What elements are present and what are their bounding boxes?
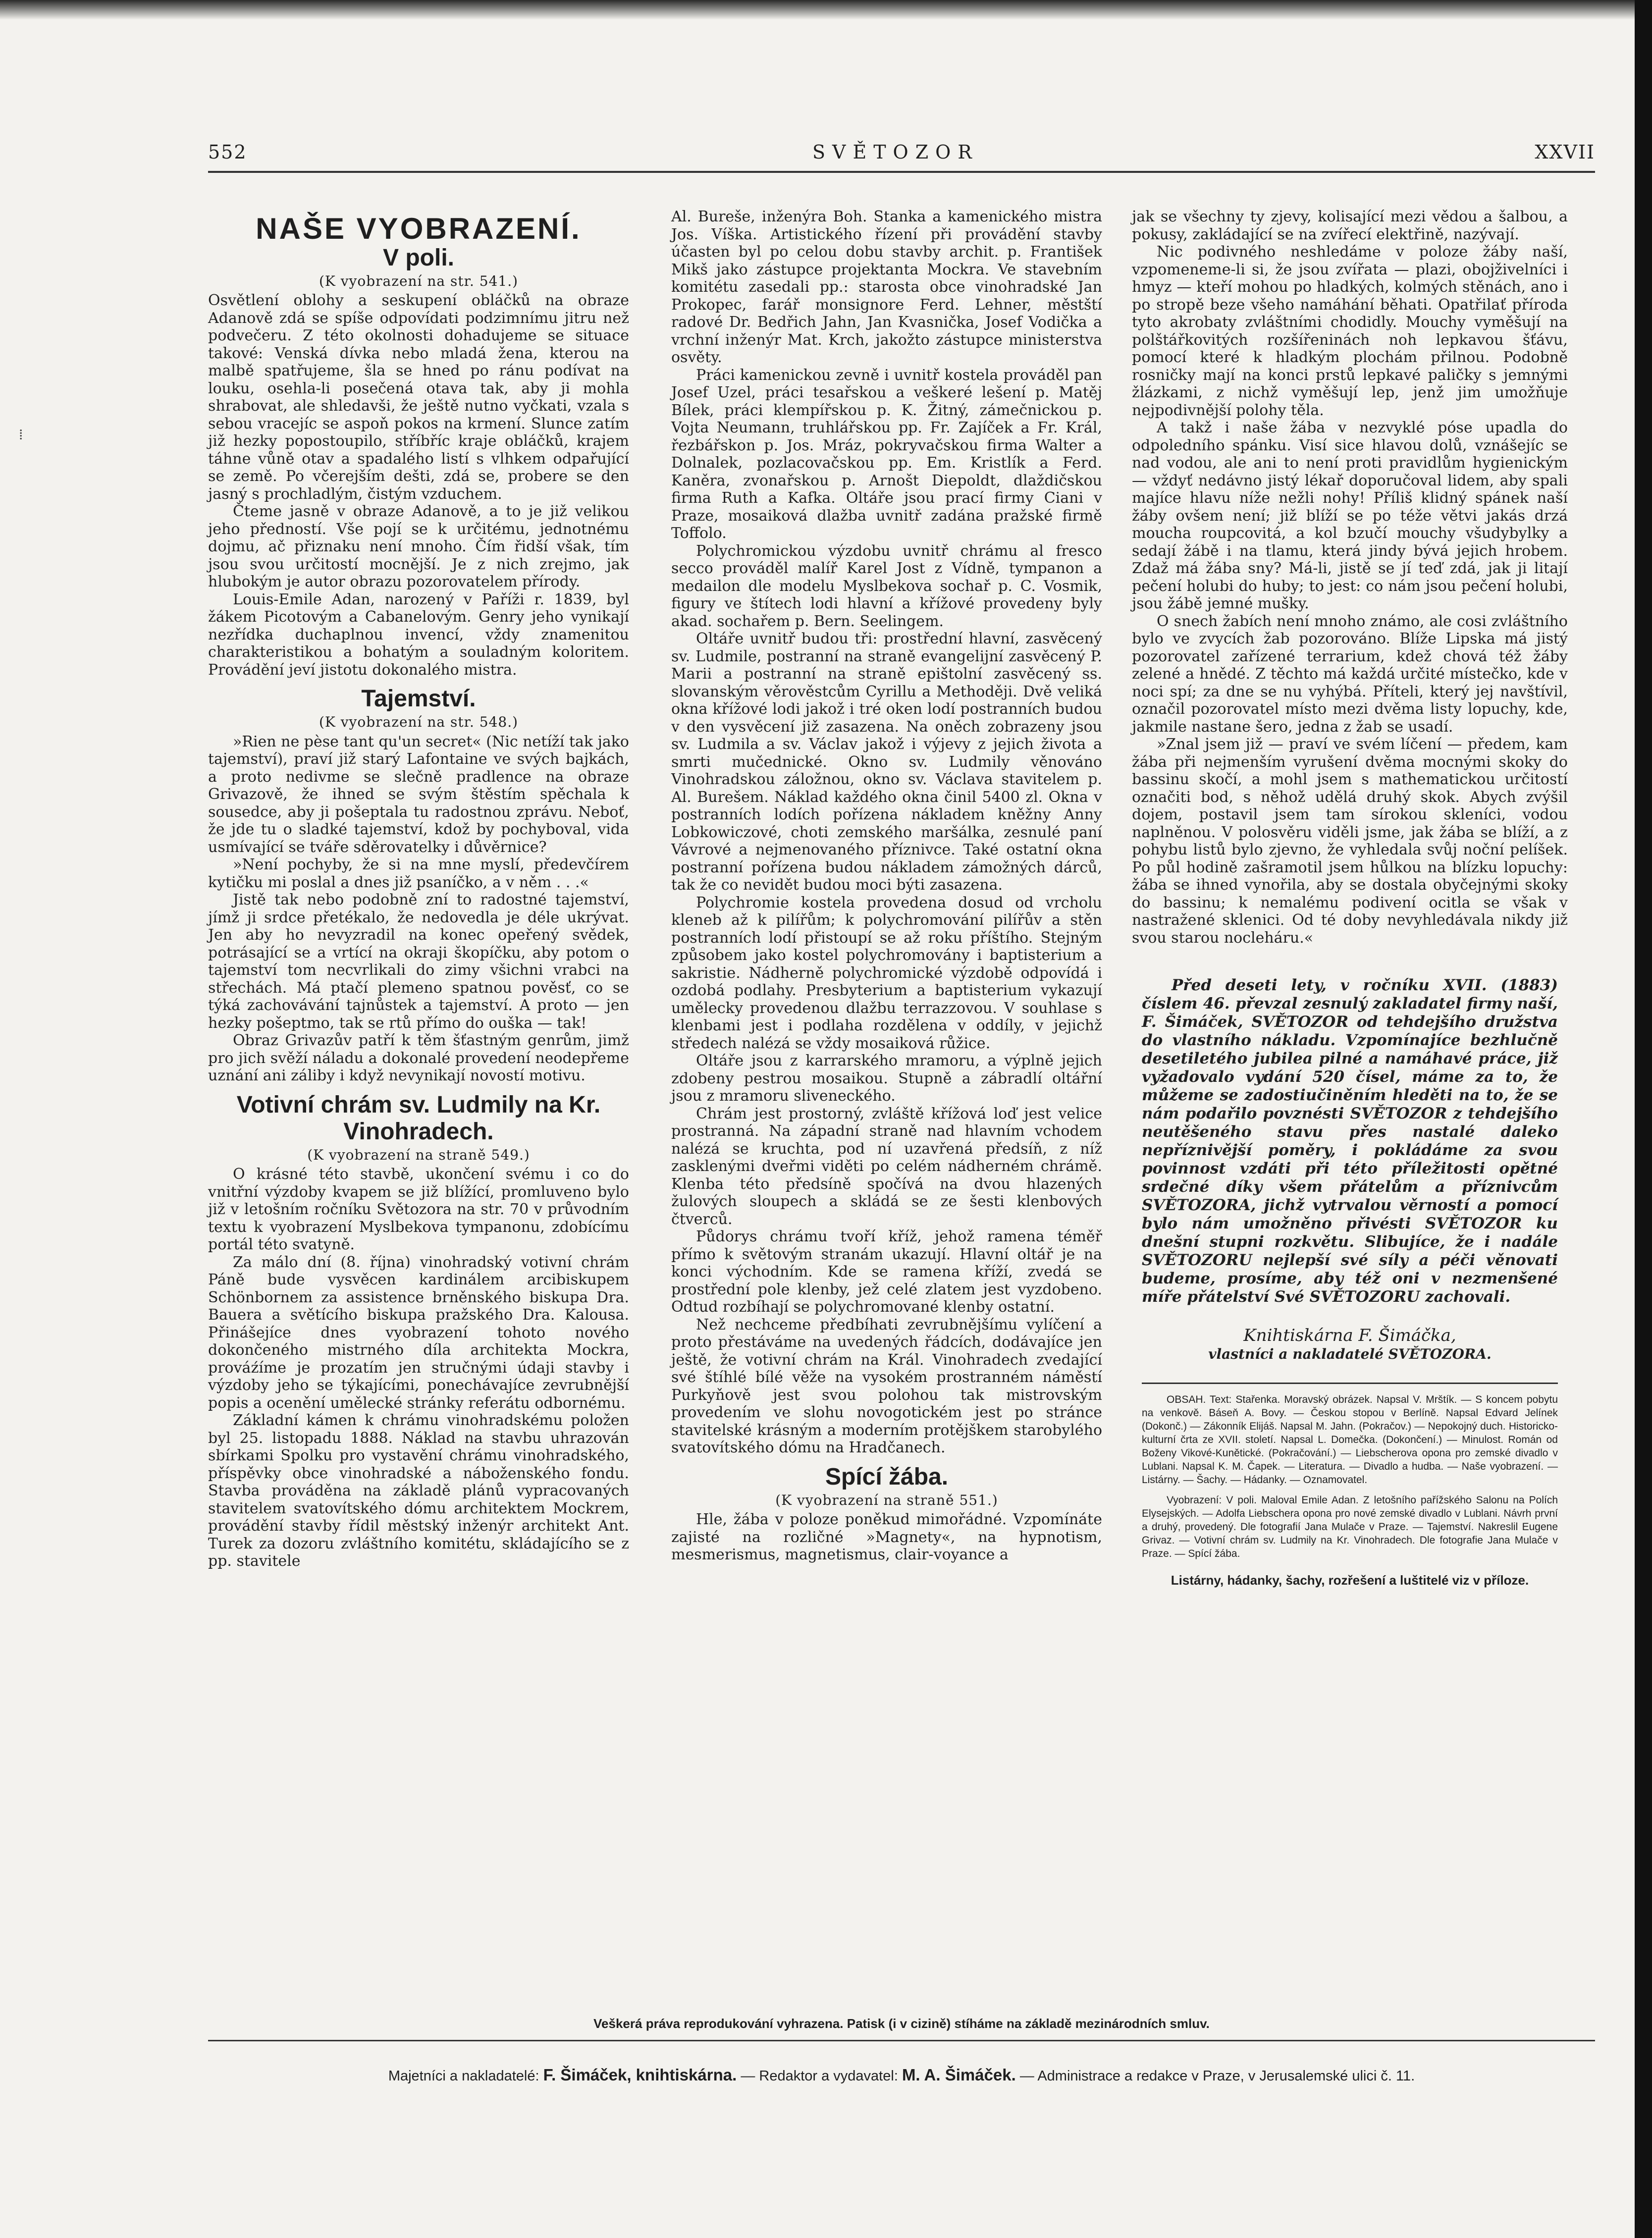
- paragraph: Chrám jest prostorný, zvláště křížová loď jest velice prostranná. Na západní straně nad hlavním vchodem nalézá se kruchta, pod ní uzavřená předsíň, z níž zasklenými dveřmi viděti po celém nádherném chrámě. Klenba této předsíně spočívá na dvou hlazených žulových sloupech a skládá se ze šesti klenbových čtverců.: [671, 1105, 1102, 1228]
- article-ref: (K vyobrazení na straně 551.): [775, 1492, 998, 1508]
- owner-name: F. Šimáček, knihtiskárna.: [543, 2066, 737, 2084]
- paragraph: »Není pochyby, že si na mne myslí, předevčírem kytičku mi poslal a dnes již psaníčko, a v něm . . .«: [208, 856, 629, 891]
- paragraph: Základní kámen k chrámu vinohradskému položen byl 25. listopadu 1888. Náklad na stavbu uhrazován sbírkami Spolku pro vystavění chrámu vinohradského, příspěvky obce vinohradské a náboženského fondu. Stavba prováděna na základě plánů vypracovaných stavitelem svatovítského dómu architektem Mockrem, provádění stavby řídil městský inženýr architekt Ant. Turek za dozoru zvláštního komitétu, skládajícího se z pp. stavitele: [208, 1412, 629, 1570]
- page-footer: [208, 2066, 1595, 2084]
- column-1: [208, 208, 629, 1570]
- publisher-signature-line2: vlastníci a nakladatelé SVĚTOZORA.: [1208, 1346, 1492, 1362]
- paragraph: Obraz Grivazův patří k těm šťastným genrům, jimž pro jich svěží náladu a dokonalé provedení neodepřeme uznání ani záliby i když nevynikají novostí motivu.: [208, 1032, 629, 1084]
- contents-rule: [1142, 1383, 1558, 1384]
- paragraph: Nic podivného neshledáme v poloze žáby naší, vzpomeneme-li si, že jsou zvířata — plazi, obojživelníci i hmyz — kteří mohou po hladkých, kolmých stěnách, ano i po stropě beze všeho namáhání běhati. Opatřilať příroda tyto akrobaty zvláštními chodidly. Mouchy vyměšují na polštářkovitých rozšířeninách noh lepkavou šťávu, pomocí které k hladkým plochám přilnou. Podobně rosničky mají na konci prstů lepkavé paličky s jemnými žlázkami, z nichž vyměšují lep, jenž jim umožňuje nejpodivnější polohy těla.: [1132, 243, 1568, 419]
- section-main-title: NAŠE VYOBRAZENÍ.: [256, 212, 582, 245]
- paragraph: jak se všechny ty zjevy, kolisající mezi vědou a šalbou, a pokusy, zakládající se na zvířecí elektřině, nazývají.: [1132, 208, 1568, 243]
- paragraph: Jistě tak nebo podobně zní to radostné tajemství, jímž ji srdce přetékalo, že nedovedla je déle ukrývat. Jen aby ho nevyzradil na konec opeřený svědek, potrásající se a vrtící na okraji škopíčku, aby potom o tajemství tom necvrlikali do zimy všichni vrabci na střechách. Má ptačí plemeno spatnou pověsť, co se týká zachovávání tajnůstek a tajemství. A proto — jen hezky pošeptmo, tak se rtů přímo do ouška — tak!: [208, 891, 629, 1032]
- contents-images: Vyobrazení: V poli. Maloval Emile Adan. Z letošního pařížského Salonu na Polích Elysejských. — Adolfa Liebschera opona pro nové zemské divadlo v Lublani. Návrh první a druhý, provedený. Dle fotografií Jana Mulače v Praze. — Tajemství. Nakreslil Eugene Grivaz. — Votivní chrám sv. Ludmily na Kr. Vinohradech. Dle fotografie Jana Mulače v Praze. — Spící žába.: [1142, 1494, 1558, 1559]
- paragraph: »Rien ne pèse tant qu'un secret« (Nic netíží tak jako tajemství), praví již starý Lafontaine ve svých bajkách, a proto nedivme se slečně pradlence na obraze Grivazově, že ihned se svým štěstím spěchala k sousedce, aby ji pošeptala tu radostnou zprávu. Neboť, že jde tu o sladké tajemství, kdož by pochyboval, vida usmívající se tváře sděrovatelky i důvěrnice?: [208, 733, 629, 856]
- editor-name: M. A. Šimáček.: [902, 2066, 1016, 2084]
- scan-edge: [1635, 0, 1652, 2238]
- paragraph: Louis-Emile Adan, narozený v Paříži r. 1839, byl žákem Picotovým a Cabanelovým. Genry jeho vynikají nezřídka duchaplnou invencí, vždy znamenitou charakteristikou a bohatým a souladným koloritem. Provádění jeví jistotu dokonalého mistra.: [208, 590, 629, 679]
- running-title: SVĚTOZOR: [812, 141, 979, 163]
- paragraph: Oltáře jsou z karrarského mramoru, a výplně jejich zdobeny pestrou mosaikou. Stupně a zábradlí oltářní jsou z mramoru sliveneckého.: [671, 1052, 1102, 1105]
- paragraph: »Znal jsem již — praví ve svém líčení — předem, kam žába při nejmenším vyrušení dvěma mocnými skoky do bassinu skočí, a mohl jsem s mathematickou určitostí označiti bod, s něhož udělá druhý skok. Abych zvýšil dojem, postavil jsem tam sírokou skleníci, vodou naplněnou. V polosvěru viděli jsme, jak žába se blíží, a z pohybu listů bylo zjevno, že vyhledala svůj noční pelíšek. Po půl hodině zašramotil jsem hůlkou na blízku lopuchy: žába se ihned vynořila, aby se dostala obyčejnými skoky do bassinu; k nemalému podivení ocitla se však v nastražené sklenici. Od té doby nevyhledávala nikdy již svou starou nocleháru.«: [1132, 736, 1568, 947]
- admin-address: — Administrace a redakce v Praze, v Jerusalemské ulici č. 11.: [1019, 2068, 1415, 2084]
- volume-number: XXVII: [1535, 141, 1595, 163]
- rights-notice: Veškerá práva reprodukování vyhrazena. Patisk (i v cizině) stíháme na základě mezinárodních smluv.: [593, 2016, 1210, 2031]
- article-ref: (K vyobrazení na str. 541.): [319, 272, 519, 289]
- paragraph: O krásné této stavbě, ukončení svému i co do vnitřní výzdoby kvapem se již blížící, promluveno bylo již v letošním ročníku Světozora na str. 70 v průvodním textu k vyobrazení Myslbekova tympanonu, zdobícímu portál této svatyně.: [208, 1166, 629, 1253]
- paragraph: Práci kamenickou zevně i uvnitř kostela prováděl pan Josef Uzel, práci tesařskou a veškeré lešení p. Matěj Bílek, práci klempířskou p. K. Žitný, zámečnickou p. Vojta Neumann, truhlářskou pp. Fr. Zajíček a Fr. Král, řezbářskon p. Jos. Mráz, pokryvačskou firma Walter a Dolnalek, pozlacovačskou pp. Em. Kristlík a Ferd. Kaněra, zvonařskou p. Arnošt Diepoldt, dlaždičskou firma Ruth a Kafka. Oltáře jsou prací firmy Ciani v Praze, mosaiková dlažba uvnitř zadána pražské firmě Toffolo.: [671, 366, 1102, 542]
- contents-text: OBSAH. Text: Stařenka. Moravský obrázek. Napsal V. Mrštík. — S koncem pobytu na venkově. Báseň A. Bovy. — Českou stopou v Berlíně. Napsal Edvard Jelínek (Dokonč.) — Zákonník Elijáš. Napsal M. Jahn. (Pokračov.) — Nepokojný duch. Historicko-kulturní črta ze XVII. století. Napsal L. Domečka. (Dokončení.) — Minulost. Román od Boženy Vikové-Kunětické. (Pokračování.) — Liebscherova opona pro zemské divadlo v Lublani. Napsal K. M. Čapek. — Literatura. — Divadlo a hudba. — Naše vyobrazení. — Listárny. — Šachy. — Hádanky. — Oznamovatel.: [1142, 1394, 1558, 1486]
- notice-text: Před deseti lety, v ročníku XVII. (1883) číslem 46. převzal zesnulý zakladatel firmy naší, F. Šimáček, SVĚTOZOR od tehdejšího družstva do vlastního nákladu. Vzpomínajíce bezhlučně desetiletého jubilea pilné a namáhavé práce, již vyžadovalo vydání 520 čísel, máme za to, že můžeme se zadostiučiněním hleděti na to, že se nám podařilo povznésti SVĚTOZOR z tehdejšího neutěšeného stavu přes nastalé daleko nepříznivější poměry, i pokládáme za svou povinnost vzdáti při této příležitosti opětné srdečné díky všem přátelům a příznivcům SVĚTOZORA, jichž vytrvalou věrností a pomocí bylo nám umožněno přivésti SVĚTOZOR ku dnešní stupni rozkvětu. Slibujíce, že i nadále SVĚTOZORU nejlepší své síly a péči věnovati budeme, prosíme, aby též oni v nezmenšené míře přátelství Své SVĚTOZORU zachovali.: [1142, 976, 1558, 1306]
- paragraph: Polychromickou výzdobu uvnitř chrámu al fresco secco prováděl malíř Karel Jost z Vídně, tympanon a medailon dle modelu Myslbekova sochař p. C. Vosmik, figury ve štítech lodi hlavní a křížové provedeny byly akad. sochařem p. Bern. Seelingem.: [671, 542, 1102, 630]
- paragraph: Al. Bureše, inženýra Boh. Stanka a kamenického mistra Jos. Víška. Artistického řízení při provádění stavby účasten byl po celou dobu stavby archit. p. František Mikš jako zástupce projektanta Mockra. Ve stavebním komitétu zasedali pp.: starosta obce vinohradské Jan Prokopec, farář monsignore Ferd. Lehner, městští radové Dr. Bedřich Jahn, Jan Kvasnička, Josef Vodička a vrchní inženýr Mat. Krch, jakožto zástupce ministerstva osvěty.: [671, 208, 1102, 366]
- article-title-votivni-chram: Votivní chrám sv. Ludmily na Kr. Vinohradech.: [236, 1091, 601, 1145]
- binding-mark: ⁞: [19, 426, 23, 443]
- paragraph: Oltáře uvnitř budou tři: prostřední hlavní, zasvěcený sv. Ludmile, postranní na straně evangelijní zasvěcený P. Marii a postranní na straně epištolní zasvěcený ss. slovanským věrověstcům Cyrillu a Methoději. Dvě veliká okna křížové lodi jakož i tré oken lodí postranních budou v den vysvěcení již zasazena. Na oněch zobrazeny jsou sv. Ludmila a sv. Václav jakož i výjevy z jejich života a smrti mučednické. Okno sv. Ludmily věnováno Vinohradskou záložnou, okno sv. Václava stavitelem p. Al. Burešem. Náklad každého okna činil 5400 zl. Okna v postranních lodích pořízena nákladem kněžny Anny Lobkowiczové, choti zemského maršálka, zesnulé paní Vávrové a nejmenovaného příznivce. Také ostatní okna postranní pořízena budou nákladem zámožných dárců, tak že co nevidět budou moci býti zasazena.: [671, 630, 1102, 894]
- article-ref: (K vyobrazení na straně 549.): [307, 1146, 530, 1163]
- owner-label: Majetníci a nakladatelé:: [388, 2068, 539, 2084]
- paragraph: Než nechceme předbíhati zevrubnějšímu vylíčení a proto přestáváme na uvedených řádcích, dodávajíce jen ještě, že votivní chrám na Král. Vinohradech zvedající své štíhlé bílé věže na vysokém prostranném náměstí Purkyňově jest svou polohou tak mistrovským provedením ve slohu novogotickém jest po stránce stavitelské krásným a moderním protějškem starobylého svatovítského dómu na Hradčanech.: [671, 1316, 1102, 1456]
- article-title-tajemstvi: Tajemství.: [361, 686, 476, 712]
- paragraph: Půdorys chrámu tvoří kříž, jehož ramena téměř přímo k světovým stranám ukazují. Hlavní oltář je na konci východním. Kde se ramena kříží, zvedá se prostřední pole klenby, jež celé zlatem jest vyzdobeno. Odtud rozbíhají se polychromované klenby ostatní.: [671, 1228, 1102, 1316]
- supplement-note: Listárny, hádanky, šachy, rozřešení a luštitelé viz v příloze.: [1171, 1573, 1529, 1588]
- column-3: [1132, 208, 1568, 1588]
- column-2: [671, 208, 1102, 1564]
- paragraph: Polychromie kostela provedena dosud od vrcholu kleneb až k pilířům; k polychromování pilířův a stěn postranních lodí přistoupí se až roku příštího. Stejným způsobem jako kostel polychromovány i baptisterium a sakristie. Nádherně polychromické výzdobě odpovídá i ozdobá podlahy. Presbyterium a baptisterium vykazují umělecky provedenou dlažbu terrazzovou. V souhlase s klenbami jest i podlaha rozdělena v oddíly, v jejichž středech nalézá se vždy mosaiková růžice.: [671, 894, 1102, 1052]
- paragraph: Čteme jasně v obraze Adanově, a to je již velikou jeho předností. Vše pojí se k určitému, jednotnému dojmu, ač přiznaku není mnoho. Čím řidší však, tím jsou svou určitostí mocnější. Je z nich zrejmo, jak hlubokým je autor obrazu pozorovatelem přírody.: [208, 503, 629, 590]
- paragraph: Osvětlení oblohy a seskupení obláčků na obraze Adanově zdá se spíše odpovídati podzimnímu jitru než podvečeru. Z této okolnosti dohadujeme se situace takové: Venská dívka nebo mladá žena, kterou na malbě spatřujeme, šla se hned po ránu podívat na louku, osehla-li posečená otava tak, aby ji mohla shrabovat, ale shledavši, že ještě nutno vyčkati, vzala s sebou vracejíc se aspoň pokos na krmení. Slunce zatím již hezky popostoupilo, stříbříc kraje obláčků, krajem táhne vůně otav a spadalého listí s vlhkem odpařující se země. Po včerejším dešti, zdá se, probere se den jasný s prochladlým, čistým vzduchem.: [208, 292, 629, 503]
- paragraph: O snech žabích není mnoho známo, ale cosi zvláštního bylo ve zvycích žab pozorováno. Blíže Lipska má jistý pozorovatel zařízené terrarium, kdež chová též žáby zelené a hnědé. Z těchto má každá určité místečko, kde v noci spí; za dne se nu vyhýbá. Příteli, který jej navštívil, označil pozorovatel místo mezi dvěma listy lopuchy, kde, jakmile nastane šero, jedna z žab se usadí.: [1132, 612, 1568, 736]
- page-header: [208, 141, 1595, 171]
- page-number: 552: [208, 141, 247, 163]
- publisher-signature: Knihtiskárna F. Šimáčka,: [1243, 1326, 1456, 1345]
- paragraph: Hle, žába v poloze poněkud mimořádné. Vzpomínáte zajisté na rozličné »Magnety«, na hypnotism, mesmerismus, magnetismus, clair-voyance a: [671, 1511, 1102, 1563]
- table-of-contents: [1142, 1393, 1558, 1560]
- scan-shadow: [0, 0, 1635, 20]
- article-title-spici-zaba: Spící žába.: [825, 1463, 949, 1490]
- article-ref: (K vyobrazení na str. 548.): [319, 714, 519, 730]
- header-rule: [208, 171, 1595, 173]
- paragraph: Za málo dní (8. října) vinohradský votivní chrám Páně bude vysvěcen kardinálem arcibiskupem Schönbornem za assistence brněnského biskupa Dra. Bauera a světícího biskupa pražského Dra. Kalousa. Přinášejíce dnes vyobrazení tohoto nového dokončeného mistrného díla architekta Mockra, prováźíme je prozatím jen stručnými údaji stavby i výzdoby jeho se týkajícími, ponechávajíce zevrubnější popis a ocenění umělecké stránky referátu odbornému.: [208, 1253, 629, 1412]
- paragraph: A takž i naše žába v nezvyklé póse upadla do odpoledního spánku. Visí sice hlavou dolů, vznášejíc se nad vodou, ale ani to není proti pravidlům hygienickým — vždyť nedávno jistý lékař doporučoval lidem, aby spali majíce hlavu níže nežli nohy! Příliš klidný spánek naší žáby ovšem není; již blíží se po téže větvi jakás drzá moucha roupcovitá, a kol bzučí mouchy všudybylky a sedají žábě i na tlamu, která jindy bývá jejich hrobem. Zdaž má žába sny? Má-li, jistě se jí teď zdá, jak ji litají pečení holubi do huby; to jest: co nám jsou pečení holubi, jsou žábě jemné mušky.: [1132, 419, 1568, 612]
- anniversary-notice: [1142, 976, 1558, 1306]
- article-title-v-poli: V poli.: [383, 244, 454, 271]
- editor-label: — Redaktor a vydavatel:: [741, 2068, 898, 2084]
- footer-rule: [208, 2040, 1595, 2041]
